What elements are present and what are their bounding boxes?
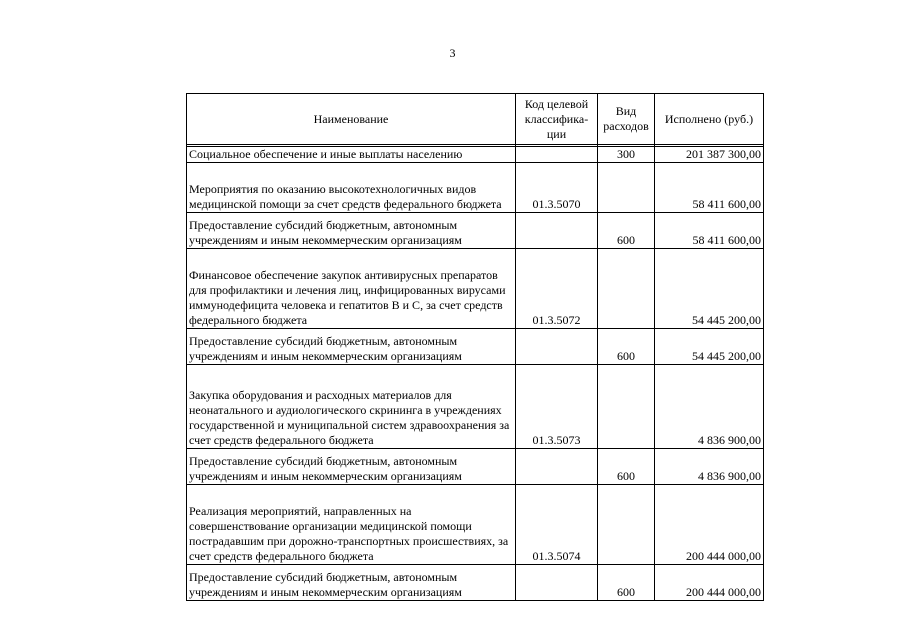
row-code: [516, 213, 598, 249]
row-code: 01.3.5074: [516, 485, 598, 565]
row-code: 01.3.5070: [516, 163, 598, 213]
row-type: 300: [598, 147, 655, 163]
row-type: 600: [598, 213, 655, 249]
row-name: Мероприятия по оказанию высокотехнологичных видов медицинской помощи за счет средств федерального бюджета: [187, 163, 516, 213]
row-amount: 200 444 000,00: [655, 565, 764, 601]
table-row: [187, 329, 764, 365]
row-code: 01.3.5072: [516, 249, 598, 329]
page-number: 3: [449, 46, 456, 60]
row-type: [598, 485, 655, 565]
row-name: Предоставление субсидий бюджетным, автономным учреждениям и иным некоммерческим организациям: [187, 449, 516, 485]
table-row: [187, 249, 764, 329]
table-row: [187, 163, 764, 213]
row-amount: 4 836 900,00: [655, 365, 764, 449]
row-name: Социальное обеспечение и иные выплаты населению: [187, 147, 516, 163]
row-amount: 4 836 900,00: [655, 449, 764, 485]
table-row: [187, 485, 764, 565]
table-row: [187, 365, 764, 449]
row-code: [516, 329, 598, 365]
row-amount: 54 445 200,00: [655, 249, 764, 329]
row-type: 600: [598, 565, 655, 601]
table-row: [187, 147, 764, 163]
row-type: 600: [598, 449, 655, 485]
row-amount: 54 445 200,00: [655, 329, 764, 365]
row-code: [516, 449, 598, 485]
row-type: [598, 163, 655, 213]
row-type: [598, 249, 655, 329]
row-amount: 58 411 600,00: [655, 213, 764, 249]
header-name: Наименование: [187, 94, 516, 145]
table-row: [187, 213, 764, 249]
budget-table: [186, 93, 764, 601]
table-header-row: [187, 94, 764, 145]
table-row: [187, 565, 764, 601]
row-amount: 201 387 300,00: [655, 147, 764, 163]
row-type: 600: [598, 329, 655, 365]
row-name: Предоставление субсидий бюджетным, автономным учреждениям и иным некоммерческим организациям: [187, 329, 516, 365]
row-code: 01.3.5073: [516, 365, 598, 449]
row-type: [598, 365, 655, 449]
header-code: Код целевой классифика-ции: [516, 94, 598, 145]
header-type: Вид расходов: [598, 94, 655, 145]
row-code: [516, 565, 598, 601]
row-amount: 200 444 000,00: [655, 485, 764, 565]
table-row: [187, 449, 764, 485]
row-code: [516, 147, 598, 163]
row-name: Финансовое обеспечение закупок антивирусных препаратов для профилактики и лечения лиц, инфицированных вирусами иммунодефицита человека и гепатитов В и С, за счет средств федерального бюджета: [187, 249, 516, 329]
row-name: Закупка оборудования и расходных материалов для неонатального и аудиологического скрининга в учреждениях государственной и муниципальной систем здравоохранения за счет средств федерального бюджета: [187, 365, 516, 449]
row-name: Предоставление субсидий бюджетным, автономным учреждениям и иным некоммерческим организациям: [187, 565, 516, 601]
row-name: Реализация мероприятий, направленных на совершенствование организации медицинской помощи пострадавшим при дорожно-транспортных происшествиях, за счет средств федерального бюджета: [187, 485, 516, 565]
row-name: Предоставление субсидий бюджетным, автономным учреждениям и иным некоммерческим организациям: [187, 213, 516, 249]
row-amount: 58 411 600,00: [655, 163, 764, 213]
header-amount: Исполнено (руб.): [655, 94, 764, 145]
